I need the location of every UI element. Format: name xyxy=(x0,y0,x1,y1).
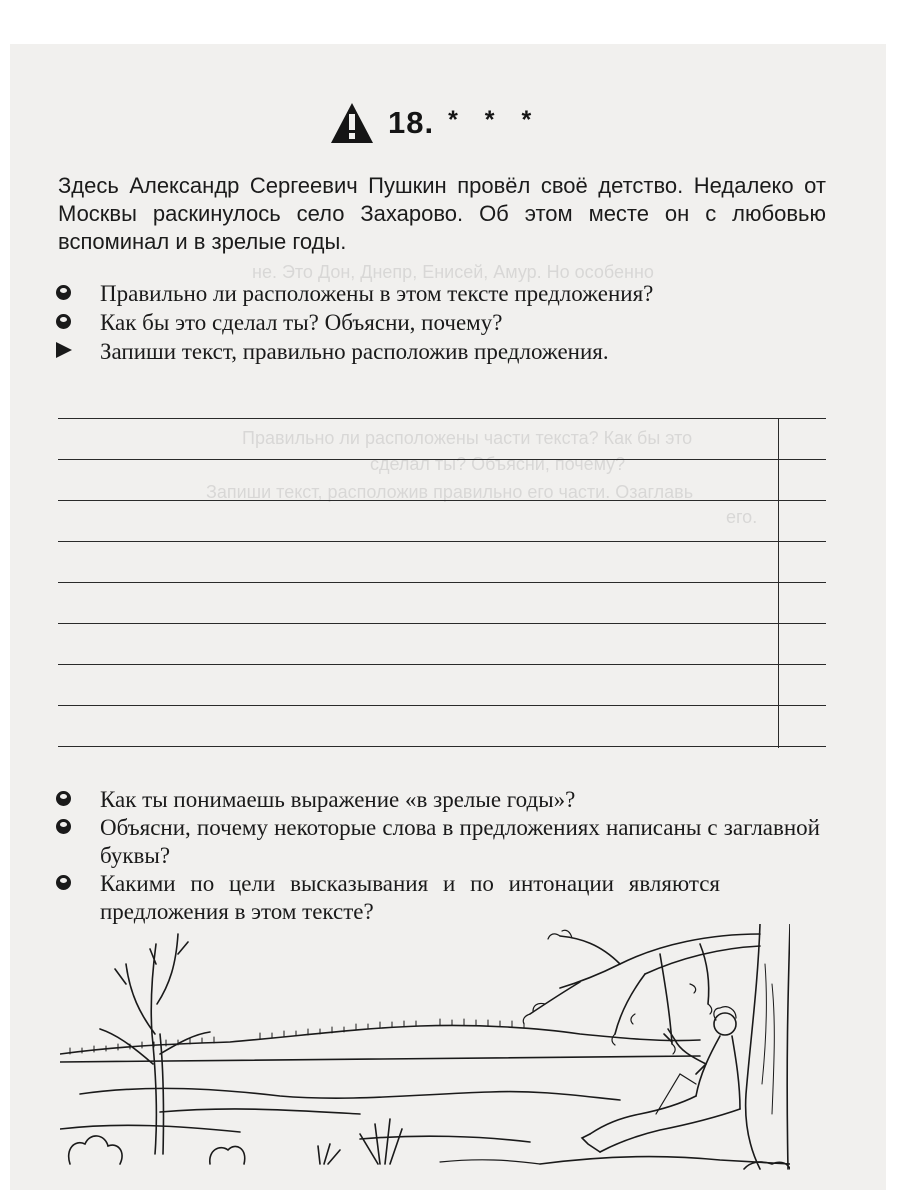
bullet-icon xyxy=(56,791,71,806)
bleed-through-line: Запиши текст, расположив правильно его части. Озаглавь xyxy=(206,482,694,502)
question-item xyxy=(56,280,653,308)
question-item xyxy=(56,870,726,926)
task-number: 18. xyxy=(388,105,435,140)
bleed-through-line: сделал ты? Объясни, почему? xyxy=(370,454,626,474)
question-text: Запиши текст, правильно расположив предложения. xyxy=(100,339,609,364)
bleed-through-line: не. Это Дон, Днепр, Енисей, Амур. Но особенно xyxy=(252,262,654,282)
question-item xyxy=(56,786,575,814)
bleed-through-line: Правильно ли расположены части текста? Как бы это xyxy=(242,428,693,448)
bullet-icon xyxy=(56,314,71,329)
writing-line[interactable] xyxy=(58,705,826,706)
bullet-icon xyxy=(56,819,71,834)
pushkin-landscape-illustration xyxy=(60,924,790,1174)
writing-line[interactable] xyxy=(58,623,826,624)
writing-line[interactable] xyxy=(58,746,826,747)
exclamation-triangle-icon xyxy=(330,102,374,144)
writing-line[interactable] xyxy=(58,459,826,460)
question-item xyxy=(56,309,502,337)
writing-line[interactable] xyxy=(58,500,826,501)
task-title-stars: * * * xyxy=(448,105,542,134)
question-text: Какими по цели высказывания и по интонации являются предложения в этом тексте? xyxy=(100,871,720,924)
write-arrow-icon xyxy=(56,342,72,358)
bullet-icon xyxy=(56,285,71,300)
question-text: Как бы это сделал ты? Объясни, почему? xyxy=(100,310,503,335)
margin-line xyxy=(778,418,779,748)
writing-line[interactable] xyxy=(58,664,826,665)
question-item xyxy=(56,814,826,870)
question-text: Правильно ли расположены в этом тексте предложения? xyxy=(100,281,654,306)
question-text: Как ты понимаешь выражение «в зрелые годы»? xyxy=(100,787,576,812)
bleed-through-line: его. xyxy=(726,507,758,527)
writing-line[interactable] xyxy=(58,582,826,583)
question-item xyxy=(56,338,609,366)
writing-line[interactable] xyxy=(58,541,826,542)
question-text: Объясни, почему некоторые слова в предложениях написаны с заглавной буквы? xyxy=(100,815,820,868)
task-header xyxy=(330,102,541,144)
writing-area[interactable] xyxy=(58,418,826,748)
bullet-icon xyxy=(56,875,71,890)
writing-line[interactable] xyxy=(58,418,826,419)
task-text: Здесь Александр Сергеевич Пушкин провёл своё детство. Недалеко от Москвы раскинулось село Захарово. Об этом месте он с любовью вспоминал и в зрелые годы. xyxy=(58,173,826,254)
